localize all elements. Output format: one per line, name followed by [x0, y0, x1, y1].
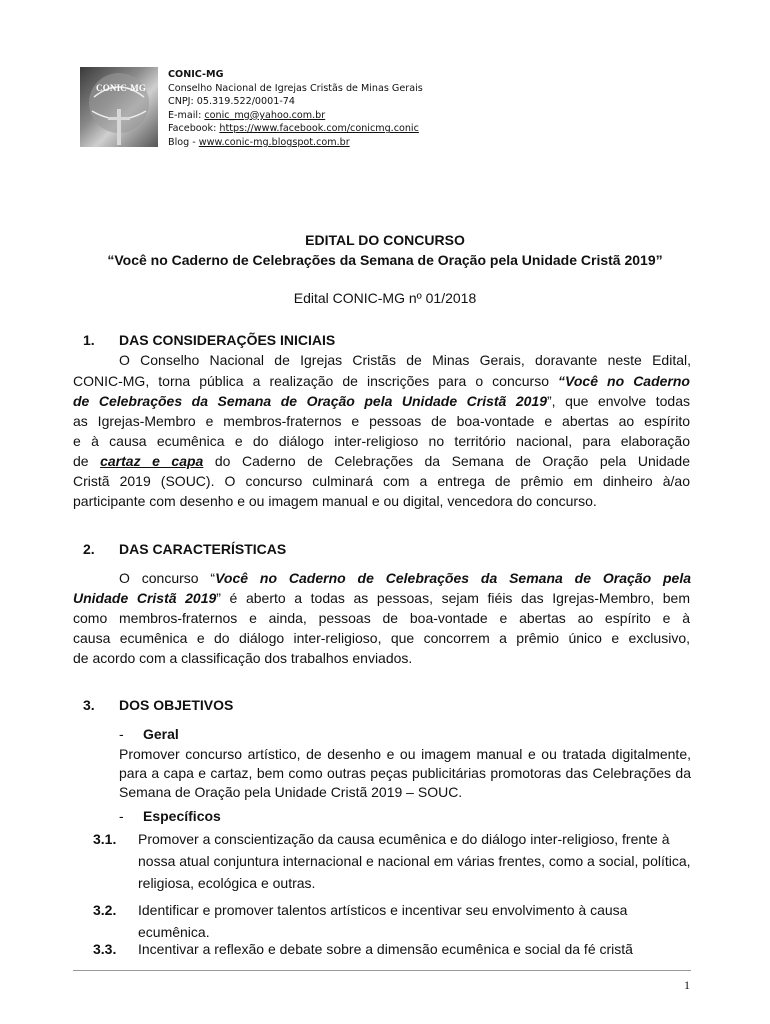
s2-line-2: Unidade Cristã 2019” é aberto a todas as pessoas, sejam fiéis das Igrejas-Membro, bem: [73, 590, 690, 606]
objective-3-1-text: Promover a conscientização da causa ecumênica e do diálogo inter-religioso, frente à nossa atual conjuntura internacional e nacional em várias frentes, como a social, política, religiosa, ecológica e outras.: [138, 831, 691, 891]
objective-3-3-number: 3.3.: [93, 941, 117, 957]
objective-3-3-text: Incentivar a reflexão e debate sobre a dimensão ecumênica e social da fé cristã: [138, 941, 633, 957]
s1-line-6: de cartaz e capa do Caderno de Celebrações da Semana de Oração pela Unidade: [73, 453, 690, 469]
edital-number: Edital CONIC-MG nº 01/2018: [293, 290, 477, 306]
s2-line-5: de acordo com a classificação dos trabalhos enviados.: [73, 650, 413, 666]
s2-line-3: como membros-fraternos e ainda, pessoas de boa-vontade e abertas ao espírito e à: [73, 610, 690, 626]
letterhead: [168, 68, 423, 150]
section-1-title: DAS CONSIDERAÇÕES INICIAIS: [119, 332, 336, 348]
s2-line-1: O concurso “Você no Caderno de Celebrações da Semana de Oração pela: [119, 570, 691, 586]
s1-line-5: e à causa ecumênica e do diálogo inter-religioso no território nacional, para elaboração: [73, 433, 690, 449]
blog-link[interactable]: www.conic-mg.blogspot.com.br: [198, 136, 350, 148]
globe-icon: [80, 67, 158, 147]
page-number: 1: [684, 978, 690, 992]
org-facebook-row: Facebook: https://www.facebook.com/conicmg.conic: [168, 123, 419, 135]
especificos-dash: -: [119, 808, 124, 824]
section-2-title: DAS CARACTERÍSTICAS: [119, 541, 287, 557]
org-cnpj: CNPJ: 05.319.522/0001-74: [168, 96, 296, 108]
s1-line-7: Cristã 2019 (SOUC). O concurso culminará com a entrega de prêmio em dinheiro à/ao: [73, 473, 690, 489]
section-3-title: DOS OBJETIVOS: [119, 697, 234, 713]
logo-wordmark: CONIC-MG: [96, 83, 147, 93]
org-acronym: CONIC-MG: [168, 69, 224, 80]
org-email-row: E-mail: conic_mg@yahoo.com.br: [168, 109, 326, 121]
org-full-name: Conselho Nacional de Igrejas Cristãs de Minas Gerais: [168, 82, 423, 94]
objective-3-1-number: 3.1.: [93, 831, 117, 847]
contest-title: “Você no Caderno de Celebrações da Semana de Oração pela Unidade Cristã 2019”: [107, 252, 663, 268]
facebook-link[interactable]: https://www.facebook.com/conicmg.conic: [219, 123, 419, 135]
especificos-heading: Específicos: [143, 808, 221, 824]
org-blog-row: Blog - www.conic-mg.blogspot.com.br: [168, 136, 350, 148]
section-2-number: 2.: [83, 541, 95, 557]
objective-3-2-text: Identificar e promover talentos artísticos e incentivar seu envolvimento à causa ecumênica.: [138, 902, 628, 940]
email-link[interactable]: conic_mg@yahoo.com.br: [204, 109, 326, 121]
geral-text: Promover concurso artístico, de desenho e ou imagem manual e ou tratada digitalmente, para a capa e cartaz, bem como outras peças publicitárias promotoras das Celebrações da Semana de Oração pela Unidade Cristã 2019 – SOUC.: [119, 746, 691, 800]
s1-line-1: O Conselho Nacional de Igrejas Cristãs de Minas Gerais, doravante neste Edital,: [119, 352, 691, 368]
edital-title: EDITAL DO CONCURSO: [305, 232, 465, 248]
s2-line-4: causa ecumênica e do diálogo inter-religioso, que concorrem a prêmio único e exclusivo,: [73, 630, 690, 646]
s1-line-4: as Igrejas-Membro e membros-fraternos e pessoas de boa-vontade e abertas ao espírito: [73, 413, 690, 429]
s1-line-8: participante com desenho e ou imagem manual e ou digital, vencedora do concurso.: [73, 493, 597, 509]
section-3-number: 3.: [83, 697, 95, 713]
geral-heading: Geral: [143, 726, 179, 742]
geral-dash: -: [119, 726, 124, 742]
section-1-number: 1.: [83, 332, 95, 348]
objective-3-2-number: 3.2.: [93, 902, 117, 918]
s1-line-3: de Celebrações da Semana de Oração pela Unidade Cristã 2019”, que envolve todas: [73, 393, 690, 409]
conic-logo: [80, 67, 158, 147]
footer-rule: [73, 970, 691, 971]
s1-line-2: CONIC-MG, torna pública a realização de inscrições para o concurso “Você no Caderno: [73, 373, 690, 389]
